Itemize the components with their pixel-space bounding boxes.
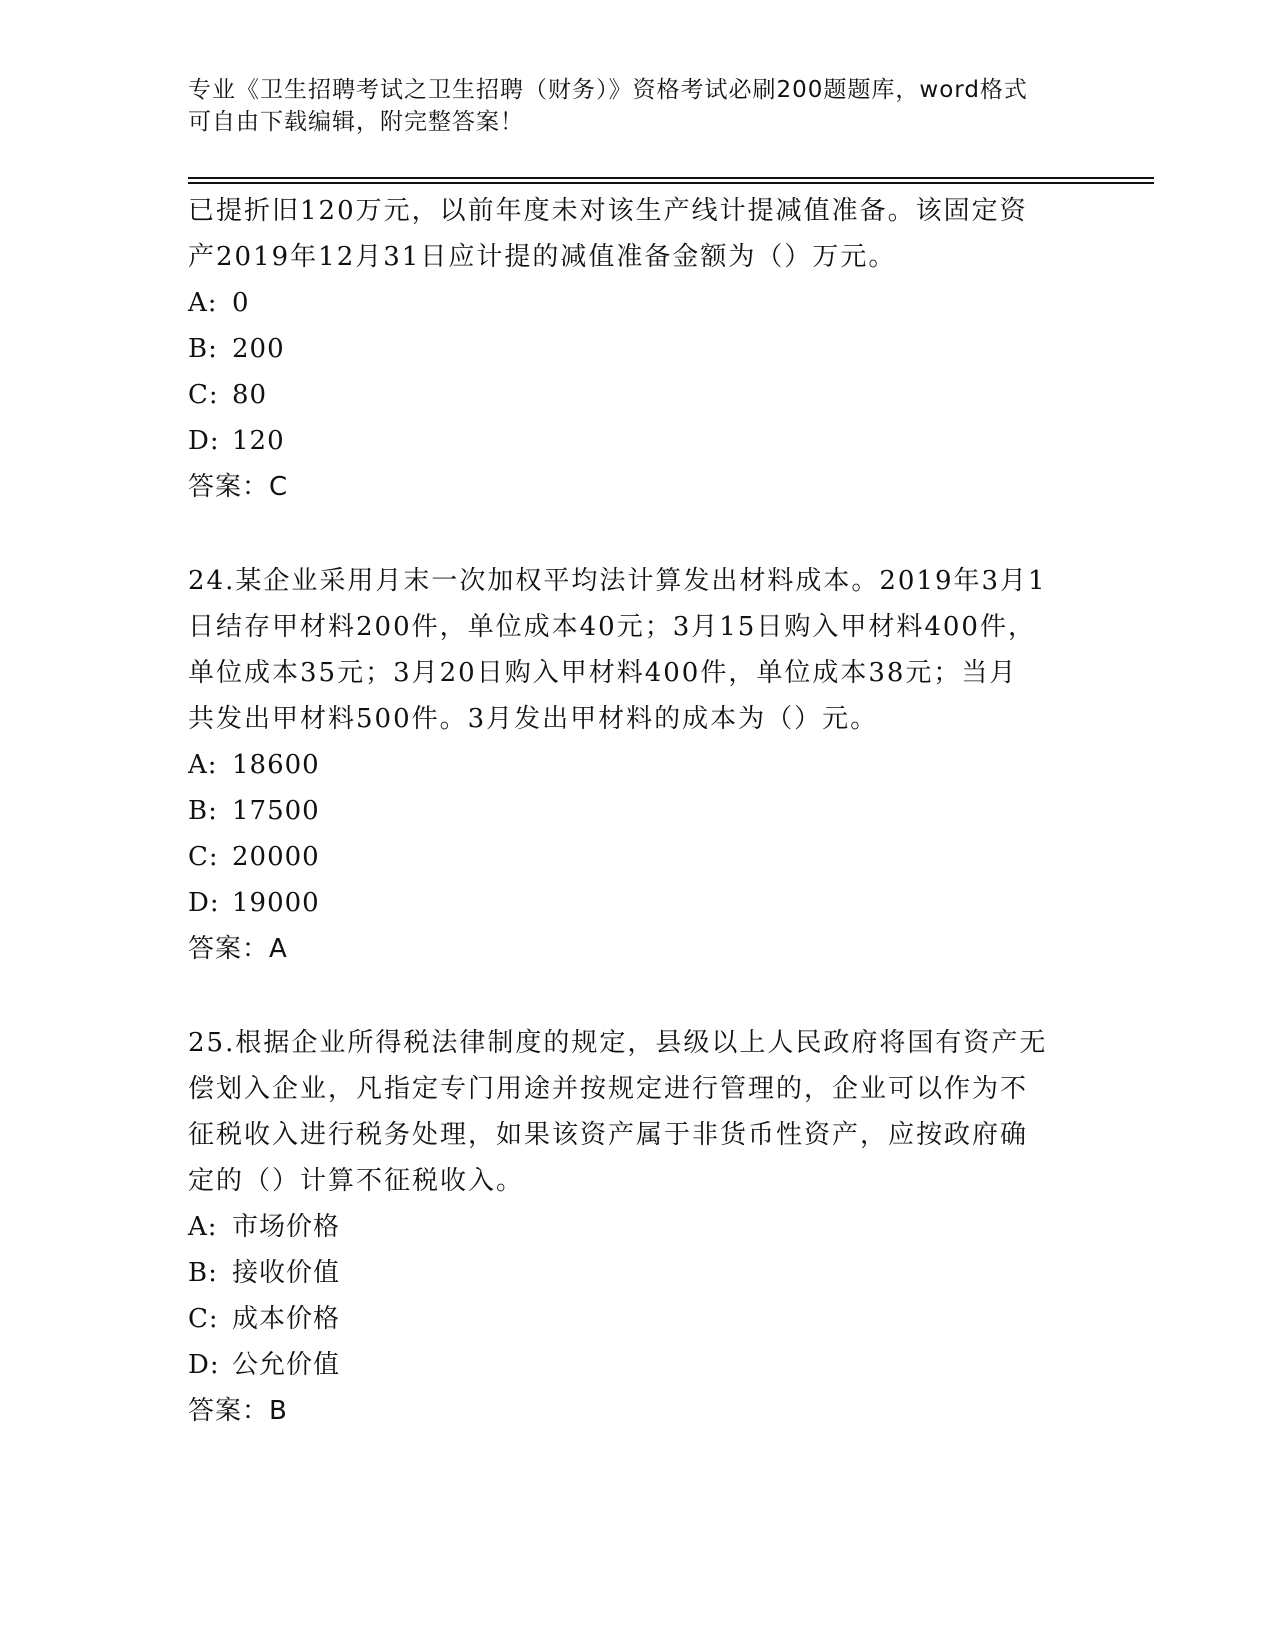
question-text-line: 24.某企业采用月末一次加权平均法计算发出材料成本。2019年3月1 [188, 566, 1047, 596]
option-b [188, 326, 1088, 372]
header-line-1: 专业《卫生招聘考试之卫生招聘（财务）》资格考试必刷200题题库，word格式 [188, 77, 1028, 103]
question-text-line: 25.根据企业所得税法律制度的规定，县级以上人民政府将国有资产无 [188, 1028, 1048, 1058]
document-header [188, 74, 1088, 138]
option-text: 80 [232, 380, 268, 410]
option-text: 20000 [232, 842, 320, 872]
question-text-line: 偿划入企业，凡指定专门用途并按规定进行管理的，企业可以作为不 [188, 1074, 1029, 1104]
option-c [188, 372, 1088, 418]
option-d [188, 418, 1088, 464]
question-text-line: 产2019年12月31日应计提的减值准备金额为（）万元。 [188, 242, 897, 272]
question-text-line: 单位成本35元；3月20日购入甲材料400件，单位成本38元；当月 [188, 658, 1018, 688]
answer: 答案：C [188, 472, 289, 502]
spacer [188, 972, 1088, 1020]
option-text: 0 [232, 288, 250, 318]
answer: 答案：B [188, 1396, 288, 1426]
option-text: 19000 [232, 888, 320, 918]
answer: 答案：A [188, 934, 288, 964]
question-text-line: 共发出甲材料500件。3月发出甲材料的成本为（）元。 [188, 704, 879, 734]
option-label: A: [188, 288, 218, 318]
option-text: 市场价格 [232, 1212, 341, 1242]
option-c [188, 834, 1088, 880]
option-a [188, 1204, 1088, 1250]
option-c [188, 1296, 1088, 1342]
question-23 [188, 188, 1088, 510]
option-label: C: [188, 380, 219, 410]
option-d [188, 1342, 1088, 1388]
option-b [188, 1250, 1088, 1296]
option-text: 18600 [232, 750, 320, 780]
option-label: D: [188, 1350, 220, 1380]
question-25 [188, 1020, 1088, 1434]
header-line-2: 可自由下载编辑，附完整答案！ [188, 109, 524, 135]
option-label: C: [188, 1304, 219, 1334]
option-label: D: [188, 426, 220, 456]
option-text: 接收价值 [232, 1258, 341, 1288]
option-label: B: [188, 1258, 218, 1288]
option-label: B: [188, 796, 218, 826]
option-label: A: [188, 1212, 218, 1242]
question-text-line: 定的（）计算不征税收入。 [188, 1166, 525, 1196]
option-text: 200 [232, 334, 285, 364]
question-24 [188, 558, 1088, 972]
option-d [188, 880, 1088, 926]
option-label: B: [188, 334, 218, 364]
option-b [188, 788, 1088, 834]
option-label: D: [188, 888, 220, 918]
option-text: 成本价格 [232, 1304, 341, 1334]
option-label: A: [188, 750, 218, 780]
header-divider-top [188, 177, 1154, 179]
option-a [188, 742, 1088, 788]
question-text-line: 征税收入进行税务处理，如果该资产属于非货币性资产，应按政府确 [188, 1120, 1029, 1150]
header-divider-bottom [188, 182, 1154, 184]
option-label: C: [188, 842, 219, 872]
option-a [188, 280, 1088, 326]
option-text: 120 [232, 426, 285, 456]
question-text-line: 已提折旧120万元，以前年度未对该生产线计提减值准备。该固定资 [188, 196, 1028, 226]
spacer [188, 510, 1088, 558]
question-list [188, 188, 1088, 1434]
option-text: 17500 [232, 796, 320, 826]
question-text-line: 日结存甲材料200件，单位成本40元；3月15日购入甲材料400件， [188, 612, 1036, 642]
option-text: 公允价值 [232, 1350, 341, 1380]
